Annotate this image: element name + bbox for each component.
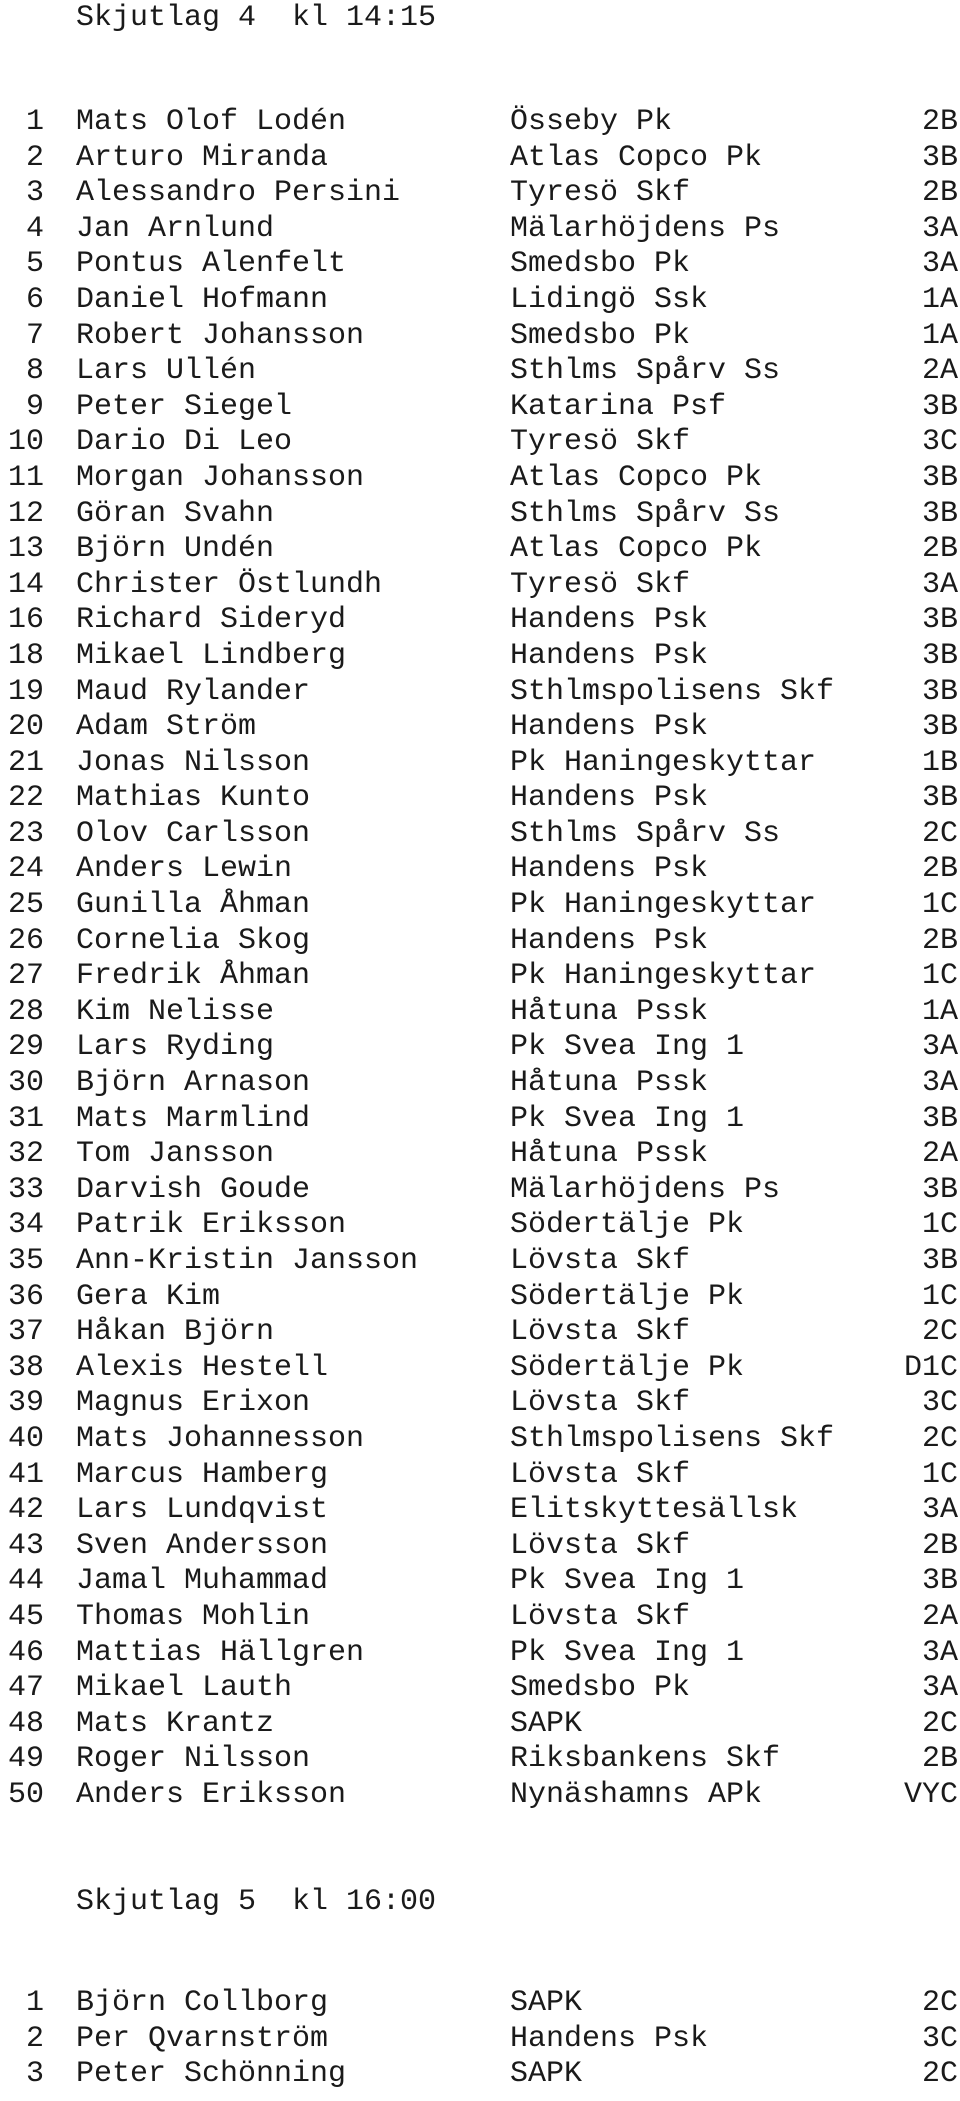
- shooter-name: Jamal Muhammad: [76, 1564, 329, 1599]
- shooter-number: 27: [7, 959, 44, 994]
- shooter-name: Daniel Hofmann: [76, 282, 329, 317]
- shooter-number: 24: [7, 852, 44, 887]
- shooter-name: Olov Carlsson: [76, 816, 311, 851]
- table-row: [0, 746, 960, 782]
- shooter-name: Sven Andersson: [76, 1528, 329, 1563]
- shooter-name: Marcus Hamberg: [76, 1457, 329, 1492]
- shooter-club: Södertälje Pk: [510, 1350, 745, 1385]
- table-row: [0, 247, 960, 283]
- shooter-club: Sthlms Spårv Ss: [510, 496, 781, 531]
- table-row: [0, 1778, 960, 1814]
- table-row: [0, 1244, 960, 1280]
- shooter-number: 35: [7, 1244, 44, 1278]
- table-row: [0, 995, 960, 1031]
- shooter-name: Dario Di Leo: [76, 425, 293, 460]
- shooter-class: 1C: [921, 1279, 958, 1314]
- shooter-club: Tyresö Skf: [510, 176, 691, 211]
- table-row: [0, 568, 960, 604]
- shooter-name: Ann-Kristin Jansson: [76, 1244, 419, 1278]
- shooter-number: 3: [25, 176, 44, 211]
- table-row: [0, 1422, 960, 1458]
- shooter-name: Pontus Alenfelt: [76, 247, 347, 282]
- shooter-number: 31: [7, 1101, 44, 1136]
- shooter-number: 48: [7, 1706, 44, 1741]
- shooter-club: Håtuna Pssk: [510, 1137, 709, 1172]
- shooter-club: Pk Svea Ing 1: [510, 1564, 745, 1599]
- shooter-class: 2B: [921, 105, 958, 139]
- table-row: [0, 497, 960, 533]
- shooter-name: Darvish Goude: [76, 1172, 311, 1207]
- shooter-name: Lars Lundqvist: [76, 1493, 329, 1528]
- shooter-club: Tyresö Skf: [510, 425, 691, 460]
- shooter-class: 3A: [921, 1635, 958, 1670]
- shooter-class: 3A: [921, 567, 958, 602]
- shooter-club: Handens Psk: [510, 852, 709, 887]
- table-row: [0, 532, 960, 568]
- shooter-club: SAPK: [510, 1706, 583, 1741]
- table-row: [0, 461, 960, 497]
- shooter-club: Sthlms Spårv Ss: [510, 354, 781, 389]
- shooter-name: Peter Siegel: [76, 389, 293, 424]
- shooter-class: 2B: [921, 1742, 958, 1777]
- shooter-number: 22: [7, 781, 44, 816]
- shooter-number: 16: [7, 603, 44, 638]
- shooter-name: Mathias Kunto: [76, 781, 311, 816]
- shooter-name: Thomas Mohlin: [76, 1599, 311, 1634]
- shooter-name: Roger Nilsson: [76, 1742, 311, 1777]
- shooter-name: Björn Undén: [76, 532, 275, 567]
- table-row: [0, 212, 960, 248]
- shooter-class: 3B: [921, 674, 958, 709]
- shooter-number: 50: [7, 1777, 44, 1812]
- section-5-title: Skjutlag 5 kl 16:00: [76, 1885, 437, 1919]
- shooter-name: Alessandro Persini: [76, 176, 401, 211]
- shooter-name: Björn Collborg: [76, 1986, 329, 2020]
- shooter-number: 3: [25, 2057, 44, 2092]
- shooter-club: Lövsta Skf: [510, 1315, 691, 1350]
- shooter-club: Pk Svea Ing 1: [510, 1101, 745, 1136]
- shooter-class: 3B: [921, 710, 958, 745]
- shooter-number: 38: [7, 1350, 44, 1385]
- section-5-list: [0, 1986, 960, 2093]
- shooter-name: Mats Johannesson: [76, 1421, 365, 1456]
- shooter-class: 2B: [921, 852, 958, 887]
- shooter-name: Håkan Björn: [76, 1315, 275, 1350]
- shooter-name: Mikael Lauth: [76, 1671, 293, 1706]
- shooter-number: 46: [7, 1635, 44, 1670]
- table-row: [0, 1742, 960, 1778]
- table-row: [0, 2022, 960, 2058]
- shooter-number: 12: [7, 496, 44, 531]
- shooter-number: 32: [7, 1137, 44, 1172]
- table-row: [0, 2057, 960, 2093]
- shooter-class: 3B: [921, 496, 958, 531]
- shooter-class: 2A: [921, 1137, 958, 1172]
- shooter-number: 39: [7, 1386, 44, 1421]
- shooter-class: 2B: [921, 923, 958, 958]
- shooter-name: Tom Jansson: [76, 1137, 275, 1172]
- shooter-name: Jonas Nilsson: [76, 745, 311, 780]
- table-row: [0, 1564, 960, 1600]
- shooter-club: Håtuna Pssk: [510, 994, 709, 1029]
- shooter-number: 19: [7, 674, 44, 709]
- shooter-club: Nynäshamns APk: [510, 1777, 763, 1812]
- shooter-class: 1C: [921, 1457, 958, 1492]
- shooter-number: 18: [7, 638, 44, 673]
- shooter-class: 2C: [921, 1315, 958, 1350]
- shooter-name: Arturo Miranda: [76, 140, 329, 175]
- table-row: [0, 1173, 960, 1209]
- shooter-name: Anders Lewin: [76, 852, 293, 887]
- shooter-class: 3B: [921, 1101, 958, 1136]
- shooter-name: Mats Olof Lodén: [76, 105, 347, 139]
- shooter-club: Smedsbo Pk: [510, 1671, 691, 1706]
- table-row: [0, 1600, 960, 1636]
- table-row: [0, 1208, 960, 1244]
- table-row: [0, 924, 960, 960]
- shooter-class: 1A: [921, 994, 958, 1029]
- shooter-name: Anders Eriksson: [76, 1777, 347, 1812]
- shooter-club: Lövsta Skf: [510, 1386, 691, 1421]
- shooter-class: 3B: [921, 1172, 958, 1207]
- shooter-number: 1: [25, 1986, 44, 2020]
- shooter-club: Lövsta Skf: [510, 1457, 691, 1492]
- shooter-class: D1C: [903, 1350, 958, 1385]
- shooter-name: Per Qvarnström: [76, 2021, 329, 2056]
- shooter-number: 14: [7, 567, 44, 602]
- shooter-club: Atlas Copco Pk: [510, 140, 763, 175]
- shooter-club: Handens Psk: [510, 923, 709, 958]
- shooter-name: Richard Sideryd: [76, 603, 347, 638]
- table-row: [0, 888, 960, 924]
- shooter-class: 1C: [921, 1208, 958, 1243]
- shooter-class: 2C: [921, 1986, 958, 2020]
- shooter-number: 41: [7, 1457, 44, 1492]
- shooter-name: Mikael Lindberg: [76, 638, 347, 673]
- shooter-name: Peter Schönning: [76, 2057, 347, 2092]
- shooter-club: Pk Haningeskyttar: [510, 745, 817, 780]
- shooter-club: Pk Haningeskyttar: [510, 888, 817, 923]
- shooter-class: 2B: [921, 176, 958, 211]
- table-row: [0, 1386, 960, 1422]
- shooter-name: Alexis Hestell: [76, 1350, 329, 1385]
- shooter-club: Pk Svea Ing 1: [510, 1030, 745, 1065]
- table-row: [0, 1458, 960, 1494]
- shooter-club: Atlas Copco Pk: [510, 532, 763, 567]
- shooter-number: 23: [7, 816, 44, 851]
- shooter-class: 2B: [921, 532, 958, 567]
- shooter-number: 2: [25, 140, 44, 175]
- shooter-class: 3B: [921, 638, 958, 673]
- shooter-class: 3A: [921, 1493, 958, 1528]
- shooter-class: 3B: [921, 389, 958, 424]
- shooter-number: 37: [7, 1315, 44, 1350]
- shooter-club: Mälarhöjdens Ps: [510, 1172, 781, 1207]
- shooter-class: VYC: [903, 1777, 958, 1812]
- shooter-name: Jan Arnlund: [76, 211, 275, 246]
- table-row: [0, 425, 960, 461]
- table-row: [0, 817, 960, 853]
- table-row: [0, 1529, 960, 1565]
- table-row: [0, 675, 960, 711]
- shooter-club: Sthlmspolisens Skf: [510, 1421, 835, 1456]
- shooter-class: 1C: [921, 888, 958, 923]
- table-row: [0, 354, 960, 390]
- shooter-class: 3A: [921, 1066, 958, 1101]
- shooter-number: 1: [25, 105, 44, 139]
- shooter-number: 8: [25, 354, 44, 389]
- shooter-club: Södertälje Pk: [510, 1208, 745, 1243]
- table-row: [0, 1351, 960, 1387]
- shooter-number: 26: [7, 923, 44, 958]
- shooter-number: 36: [7, 1279, 44, 1314]
- shooter-club: Sthlms Spårv Ss: [510, 816, 781, 851]
- shooter-club: Lövsta Skf: [510, 1599, 691, 1634]
- table-row: [0, 1493, 960, 1529]
- shooter-class: 3B: [921, 1564, 958, 1599]
- shooter-number: 9: [25, 389, 44, 424]
- table-row: [0, 176, 960, 212]
- shooter-class: 3A: [921, 1030, 958, 1065]
- shooter-name: Cornelia Skog: [76, 923, 311, 958]
- shooter-name: Mats Marmlind: [76, 1101, 311, 1136]
- shooter-class: 3B: [921, 1244, 958, 1278]
- shooter-number: 40: [7, 1421, 44, 1456]
- shooter-club: Elitskyttesällsk: [510, 1493, 799, 1528]
- shooter-number: 20: [7, 710, 44, 745]
- shooter-class: 2C: [921, 2057, 958, 2092]
- table-row: [0, 1030, 960, 1066]
- shooter-class: 3C: [921, 425, 958, 460]
- section-4-list: [0, 105, 960, 1814]
- shooter-club: Smedsbo Pk: [510, 318, 691, 353]
- table-row: [0, 1102, 960, 1138]
- shooter-number: 2: [25, 2021, 44, 2056]
- table-row: [0, 1671, 960, 1707]
- shooter-number: 42: [7, 1493, 44, 1528]
- table-row: [0, 852, 960, 888]
- shooter-class: 3A: [921, 211, 958, 246]
- shooter-name: Robert Johansson: [76, 318, 365, 353]
- shooter-number: 21: [7, 745, 44, 780]
- shooter-class: 3B: [921, 460, 958, 495]
- shooter-number: 43: [7, 1528, 44, 1563]
- shooter-club: Össeby Pk: [510, 105, 673, 139]
- shooter-class: 1A: [921, 318, 958, 353]
- shooter-number: 30: [7, 1066, 44, 1101]
- shooter-club: SAPK: [510, 2057, 583, 2092]
- shooter-name: Christer Östlundh: [76, 567, 383, 602]
- table-row: [0, 603, 960, 639]
- shooter-number: 11: [7, 460, 44, 495]
- shooter-number: 45: [7, 1599, 44, 1634]
- shooter-name: Adam Ström: [76, 710, 257, 745]
- shooter-class: 3B: [921, 603, 958, 638]
- shooter-club: Lidingö Ssk: [510, 282, 709, 317]
- shooter-club: Handens Psk: [510, 2021, 709, 2056]
- shooter-class: 3B: [921, 140, 958, 175]
- shooter-number: 28: [7, 994, 44, 1029]
- table-row: [0, 1137, 960, 1173]
- shooter-class: 3A: [921, 247, 958, 282]
- shooter-club: Lövsta Skf: [510, 1244, 691, 1278]
- table-row: [0, 710, 960, 746]
- shooter-class: 3C: [921, 2021, 958, 2056]
- shooter-number: 34: [7, 1208, 44, 1243]
- shooter-club: Södertälje Pk: [510, 1279, 745, 1314]
- shooter-class: 2C: [921, 1706, 958, 1741]
- table-row: [0, 639, 960, 675]
- shooter-club: Atlas Copco Pk: [510, 460, 763, 495]
- shooter-name: Gera Kim: [76, 1279, 221, 1314]
- shooter-club: Handens Psk: [510, 710, 709, 745]
- shooter-name: Gunilla Åhman: [76, 888, 311, 923]
- shooter-class: 2A: [921, 1599, 958, 1634]
- shooter-club: SAPK: [510, 1986, 583, 2020]
- shooter-club: Sthlmspolisens Skf: [510, 674, 835, 709]
- shooter-class: 3A: [921, 1671, 958, 1706]
- table-row: [0, 1636, 960, 1672]
- shooter-name: Mattias Hällgren: [76, 1635, 365, 1670]
- shooter-number: 10: [7, 425, 44, 460]
- table-row: [0, 781, 960, 817]
- shooter-number: 33: [7, 1172, 44, 1207]
- table-row: [0, 141, 960, 177]
- table-row: [0, 1986, 960, 2022]
- shooter-club: Handens Psk: [510, 781, 709, 816]
- shooter-number: 4: [25, 211, 44, 246]
- shooter-class: 3C: [921, 1386, 958, 1421]
- shooter-club: Pk Svea Ing 1: [510, 1635, 745, 1670]
- shooter-club: Riksbankens Skf: [510, 1742, 781, 1777]
- shooter-class: 1C: [921, 959, 958, 994]
- shooter-name: Göran Svahn: [76, 496, 275, 531]
- shooter-club: Handens Psk: [510, 603, 709, 638]
- table-row: [0, 283, 960, 319]
- table-row: [0, 1280, 960, 1316]
- shooter-class: 3B: [921, 781, 958, 816]
- table-row: [0, 1707, 960, 1743]
- shooter-name: Maud Rylander: [76, 674, 311, 709]
- table-row: [0, 319, 960, 355]
- shooter-number: 44: [7, 1564, 44, 1599]
- shooter-name: Kim Nelisse: [76, 994, 275, 1029]
- shooter-name: Morgan Johansson: [76, 460, 365, 495]
- table-row: [0, 959, 960, 995]
- shooter-class: 2C: [921, 1421, 958, 1456]
- shooter-number: 47: [7, 1671, 44, 1706]
- table-row: [0, 390, 960, 426]
- shooter-club: Pk Haningeskyttar: [510, 959, 817, 994]
- shooter-club: Smedsbo Pk: [510, 247, 691, 282]
- shooter-class: 1A: [921, 282, 958, 317]
- shooter-number: 49: [7, 1742, 44, 1777]
- shooter-name: Magnus Erixon: [76, 1386, 311, 1421]
- shooter-club: Tyresö Skf: [510, 567, 691, 602]
- shooter-club: Handens Psk: [510, 638, 709, 673]
- shooter-name: Mats Krantz: [76, 1706, 275, 1741]
- shooter-club: Håtuna Pssk: [510, 1066, 709, 1101]
- shooter-class: 1B: [921, 745, 958, 780]
- shooter-name: Lars Ullén: [76, 354, 257, 389]
- shooter-number: 5: [25, 247, 44, 282]
- table-row: [0, 1315, 960, 1351]
- shooter-number: 25: [7, 888, 44, 923]
- table-row: [0, 1066, 960, 1102]
- shooter-club: Mälarhöjdens Ps: [510, 211, 781, 246]
- shooter-number: 7: [25, 318, 44, 353]
- shooter-number: 6: [25, 282, 44, 317]
- shooter-class: 2A: [921, 354, 958, 389]
- shooter-number: 29: [7, 1030, 44, 1065]
- shooter-club: Katarina Psf: [510, 389, 727, 424]
- shooter-class: 2B: [921, 1528, 958, 1563]
- shooter-class: 2C: [921, 816, 958, 851]
- shooter-name: Björn Arnason: [76, 1066, 311, 1101]
- shooter-number: 13: [7, 532, 44, 567]
- shooter-name: Lars Ryding: [76, 1030, 275, 1065]
- table-row: [0, 105, 960, 141]
- shooter-name: Fredrik Åhman: [76, 959, 311, 994]
- shooter-club: Lövsta Skf: [510, 1528, 691, 1563]
- shooter-name: Patrik Eriksson: [76, 1208, 347, 1243]
- section-4-title: Skjutlag 4 kl 14:15: [76, 1, 437, 35]
